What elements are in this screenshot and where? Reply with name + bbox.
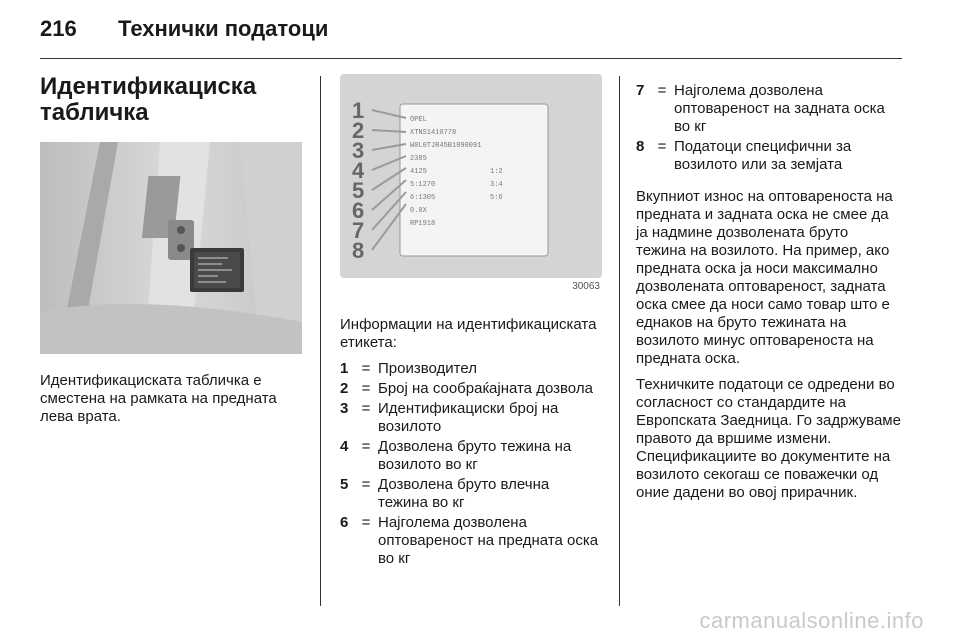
item-number: 6 [340, 514, 349, 531]
item-equals: = [361, 380, 371, 397]
item-number: 5 [340, 476, 349, 493]
item-number: 7 [636, 82, 645, 99]
standards-paragraph: Техничките податоци се одредени во согласност со стандардите на Европската Заедница. Го задржуваме правото да вршиме измени. Спецификациите во документите на возилото секогаш се поважечки од оние дадени во овој прирачник. [636, 376, 901, 501]
plate-line-6: 5:1270 [410, 181, 436, 189]
label-info-intro: Информации на идентификациската етикета: [340, 316, 597, 351]
list-item [340, 476, 602, 512]
item-equals: = [361, 438, 371, 455]
item-number: 3 [340, 400, 349, 417]
item-text: Податоци специфични за возилото или за земјата [674, 138, 852, 173]
page-header [40, 16, 328, 56]
plate-line-5: 4125 [410, 168, 427, 176]
plate-line-7: 6:1305 [410, 194, 436, 202]
label-fields-list [340, 360, 602, 568]
plate-line-4: 2385 [410, 155, 427, 163]
list-item [340, 438, 602, 474]
section-title-line1: Идентификациска [40, 73, 257, 100]
column-divider-2 [619, 76, 620, 606]
callout-8: 8 [352, 238, 365, 263]
page-number: 216 [40, 16, 77, 41]
list-item [636, 138, 902, 174]
door-frame-photo [40, 142, 302, 354]
item-equals: = [657, 138, 667, 155]
item-equals: = [361, 476, 371, 493]
list-item [340, 514, 602, 568]
item-number: 4 [340, 438, 349, 455]
label-diagram [340, 74, 602, 294]
plate-line-9: RP1918 [410, 220, 436, 228]
item-text: Дозволена бруто тежина на возилото во кг [378, 438, 572, 473]
item-text: Број на сообраќајната дозвола [378, 380, 593, 397]
section-title [40, 74, 302, 126]
column-divider-1 [320, 76, 321, 606]
list-item [340, 360, 602, 378]
callout-4: 4 [352, 158, 365, 183]
figure-code: 30063 [572, 281, 600, 292]
plate-line-3: W0L0TJR45B1090091 [410, 142, 482, 150]
section-title-line2: табличка [40, 99, 149, 126]
page-title: Технички податоци [118, 16, 329, 41]
plate-location-caption: Идентификациската табличка е сместена на рамката на предната лева врата. [40, 372, 277, 425]
list-item [636, 82, 902, 136]
callout-1: 1 [352, 98, 365, 123]
item-text: Најголема дозволена оптовареност на задната оска во кг [674, 82, 885, 135]
callout-3: 3 [352, 138, 365, 163]
callout-6: 6 [352, 198, 365, 223]
watermark: carmanualsonline.info [699, 608, 924, 633]
column-3 [636, 60, 902, 502]
callout-2: 2 [352, 118, 365, 143]
item-number: 8 [636, 138, 645, 155]
item-equals: = [361, 360, 371, 377]
item-equals: = [361, 514, 371, 531]
axle-load-paragraph: Вкупниот износ на оптовареноста на предната и задната оска не смее да ја надмине дозволената бруто тежина на возилото. На пример, ако предната оска ја носи максимално дозволената оптовареност, задната оска смее да носи само товар што е еднаков на бруто тежината на возилото минус оптовареноста на предната оска. [636, 188, 893, 367]
list-item [340, 380, 602, 398]
label-fields-list-continued [636, 82, 902, 174]
list-item [340, 400, 602, 436]
callout-7: 7 [352, 218, 365, 243]
header-rule [40, 58, 902, 59]
item-number: 1 [340, 360, 349, 377]
plate-side-3: 5:6 [490, 194, 503, 202]
plate-line-1: OPEL [410, 116, 427, 124]
column-1 [40, 60, 302, 426]
item-equals: = [657, 82, 667, 99]
label-figure [340, 74, 602, 294]
item-number: 2 [340, 380, 349, 397]
column-2 [340, 60, 602, 570]
plate-line-8: 0.0X [410, 207, 427, 215]
door-frame-illustration [40, 142, 302, 354]
item-text: Производител [378, 360, 477, 377]
item-text: Најголема дозволена оптовареност на предната оска во кг [378, 514, 599, 567]
plate-line-2: XTNS1410778 [410, 129, 457, 137]
plate-side-1: 1:2 [490, 168, 503, 176]
item-text: Идентификациски број на возилото [378, 400, 559, 435]
callout-5: 5 [352, 178, 365, 203]
plate-side-2: 3:4 [490, 181, 503, 189]
item-equals: = [361, 400, 371, 417]
item-text: Дозволена бруто влечна тежина во кг [378, 476, 550, 511]
